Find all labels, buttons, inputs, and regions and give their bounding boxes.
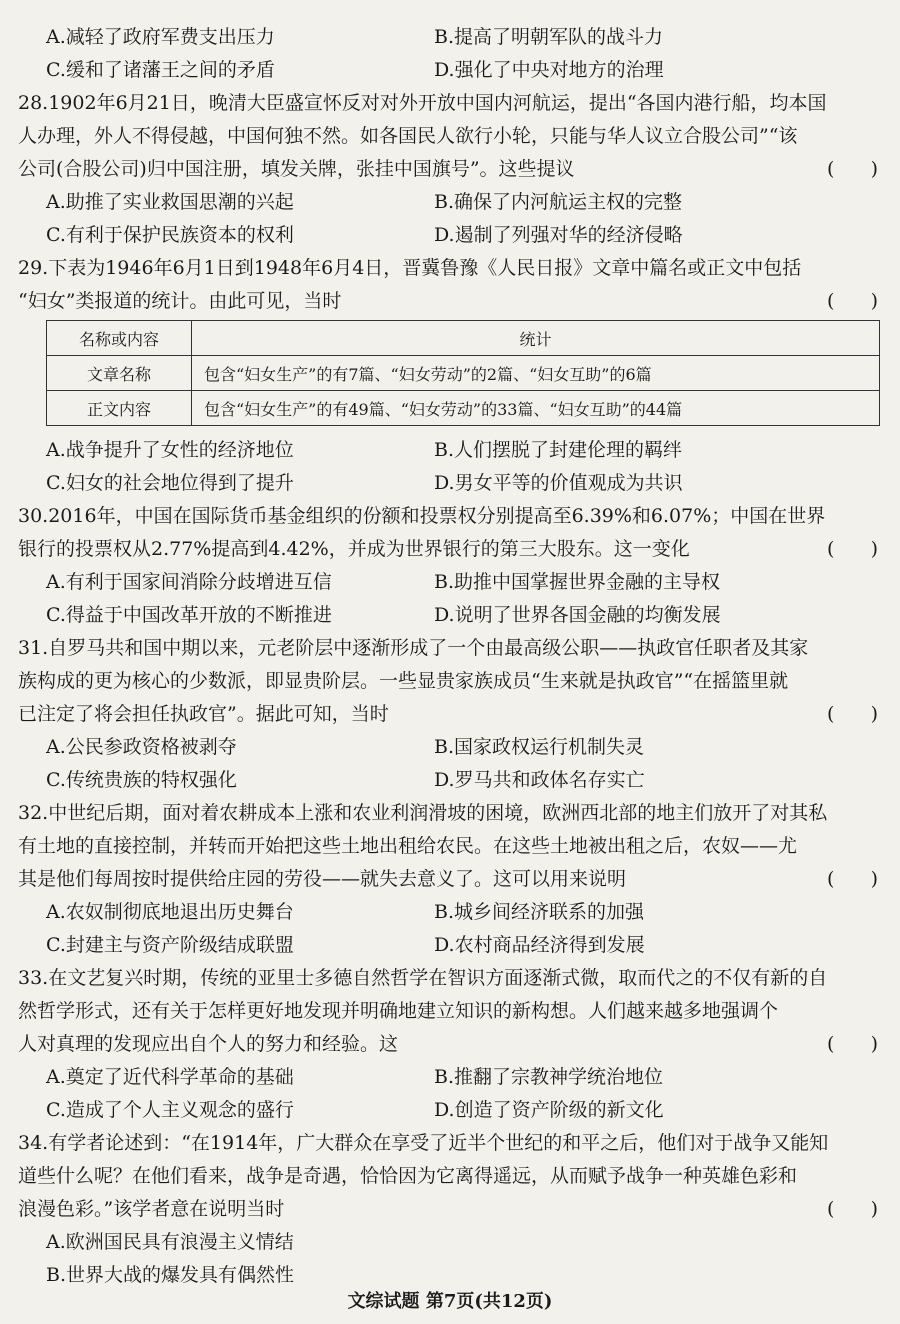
q34-option-b: B.世界大战的爆发具有偶然性 [46, 1264, 295, 1286]
table-cell: 文章名称 [47, 356, 192, 391]
q33-option-d: D.创造了资产阶级的新文化 [434, 1099, 664, 1121]
q32-option-c: C.封建主与资产阶级结成联盟 [46, 934, 294, 956]
q31-option-c: C.传统贵族的特权强化 [46, 769, 237, 791]
q30-answer-blank: ( ) [826, 538, 878, 560]
q32-stem-line-1: 32.中世纪后期，面对着农耕成本上涨和农业利润滑坡的困境，欧洲西北部的地主们放开了对其私 [18, 802, 828, 824]
q28-stem-line-2: 人办理，外人不得侵越，中国何独不然。如各国民人欲行小轮，只能与华人议立合股公司”“该 [18, 125, 798, 147]
q28-answer-blank: ( ) [826, 158, 878, 180]
table-cell: 正文内容 [47, 391, 192, 426]
q29-option-d: D.男女平等的价值观成为共识 [434, 472, 683, 494]
q29-option-c: C.妇女的社会地位得到了提升 [46, 472, 294, 494]
q29-answer-blank: ( ) [826, 290, 878, 312]
q32-answer-blank: ( ) [826, 868, 878, 890]
table-row [47, 391, 880, 426]
q30-option-c: C.得益于中国改革开放的不断推进 [46, 604, 332, 626]
q34-stem-line-2: 道些什么呢？在他们看来，战争是奇遇，恰恰因为它离得遥远，从而赋予战争一种英雄色彩和 [18, 1165, 798, 1187]
q30-stem-line-2: 银行的投票权从2.77%提高到4.42%，并成为世界银行的第三大股东。这一变化 [18, 538, 690, 560]
q29-option-b: B.人们摆脱了封建伦理的羁绊 [434, 439, 683, 461]
q30-option-d: D.说明了世界各国金融的均衡发展 [434, 604, 721, 626]
q34-stem-line-1: 34.有学者论述到：“在1914年，广大群众在享受了近半个世纪的和平之后，他们对于战争又能知 [18, 1132, 829, 1154]
q31-answer-blank: ( ) [826, 703, 878, 725]
q30-option-a: A.有利于国家间消除分歧增进互信 [46, 571, 332, 593]
table-cell: 包含“妇女生产”的有7篇、“妇女劳动”的2篇、“妇女互助”的6篇 [192, 356, 880, 391]
table-header-cell: 统计 [192, 321, 880, 356]
q28-stem-line-1: 28.1902年6月21日，晚清大臣盛宣怀反对对外开放中国内河航运，提出“各国内港行船，均本国 [18, 92, 827, 114]
table-header-row [47, 321, 880, 356]
q33-answer-blank: ( ) [826, 1033, 878, 1055]
q33-stem-line-2: 然哲学形式，还有关于怎样更好地发现并明确地建立知识的新构想。人们越来越多地强调个 [18, 1000, 779, 1022]
page-footer: 文综试题 第7页(共12页) [347, 1291, 553, 1312]
q34-answer-blank: ( ) [826, 1198, 878, 1220]
q29-stem-line-1: 29.下表为1946年6月1日到1948年6月4日，晋冀鲁豫《人民日报》文章中篇名或正文中包括 [18, 257, 802, 279]
q30-stem-line-1: 30.2016年，中国在国际货币基金组织的份额和投票权分别提高至6.39%和6.07%；中国在世界 [18, 505, 826, 527]
q32-option-b: B.城乡间经济联系的加强 [434, 901, 645, 923]
q31-option-d: D.罗马共和政体名存实亡 [434, 769, 645, 791]
q28-option-c: C.有利于保护民族资本的权利 [46, 224, 294, 246]
q28-option-b: B.确保了内河航运主权的完整 [434, 191, 683, 213]
q29-option-a: A.战争提升了女性的经济地位 [46, 439, 294, 461]
q30-option-b: B.助推中国掌握世界金融的主导权 [434, 571, 721, 593]
q28-stem-line-3: 公司(合股公司)归中国注册，填发关牌，张挂中国旗号”。这些提议 [18, 158, 575, 180]
q31-option-b: B.国家政权运行机制失灵 [434, 736, 645, 758]
q32-option-d: D.农村商品经济得到发展 [434, 934, 645, 956]
q28-option-d: D.遏制了列强对华的经济侵略 [434, 224, 683, 246]
table-row [47, 356, 880, 391]
q32-option-a: A.农奴制彻底地退出历史舞台 [46, 901, 294, 923]
q28-option-a: A.助推了实业救国思潮的兴起 [46, 191, 294, 213]
table-cell: 包含“妇女生产”的有49篇、“妇女劳动”的33篇、“妇女互助”的44篇 [192, 391, 880, 426]
q31-stem-line-2: 族构成的更为核心的少数派，即显贵阶层。一些显贵家族成员“生来就是执政官”“在摇篮里就 [18, 670, 789, 692]
q33-option-c: C.造成了个人主义观念的盛行 [46, 1099, 294, 1121]
q27-option-b: B.提高了明朝军队的战斗力 [434, 26, 664, 48]
q34-option-a: A.欧洲国民具有浪漫主义情结 [46, 1231, 294, 1253]
q27-option-d: D.强化了中央对地方的治理 [434, 59, 664, 81]
q33-option-b: B.推翻了宗教神学统治地位 [434, 1066, 664, 1088]
q27-option-a: A.减轻了政府军费支出压力 [46, 26, 275, 48]
q29-stem-line-2: “妇女”类报道的统计。由此可见，当时 [18, 290, 342, 312]
q33-stem-line-1: 33.在文艺复兴时期，传统的亚里士多德自然哲学在智识方面逐渐式微，取而代之的不仅有新的自 [18, 967, 828, 989]
q33-stem-line-3: 人对真理的发现应出自个人的努力和经验。这 [18, 1033, 399, 1055]
q34-stem-line-3: 浪漫色彩。”该学者意在说明当时 [18, 1198, 285, 1220]
q27-option-c: C.缓和了诸藩王之间的矛盾 [46, 59, 275, 81]
q32-stem-line-3: 其是他们每周按时提供给庄园的劳役——就失去意义了。这可以用来说明 [18, 868, 627, 890]
q29-statistics-table [46, 320, 880, 426]
q31-stem-line-1: 31.自罗马共和国中期以来，元老阶层中逐渐形成了一个由最高级公职——执政官任职者及其家 [18, 637, 809, 659]
q31-stem-line-3: 已注定了将会担任执政官”。据此可知，当时 [18, 703, 389, 725]
q33-option-a: A.奠定了近代科学革命的基础 [46, 1066, 294, 1088]
q32-stem-line-2: 有土地的直接控制，并转而开始把这些土地出租给农民。在这些土地被出租之后，农奴——尤 [18, 835, 798, 857]
table-header-cell: 名称或内容 [47, 321, 192, 356]
q31-option-a: A.公民参政资格被剥夺 [46, 736, 237, 758]
